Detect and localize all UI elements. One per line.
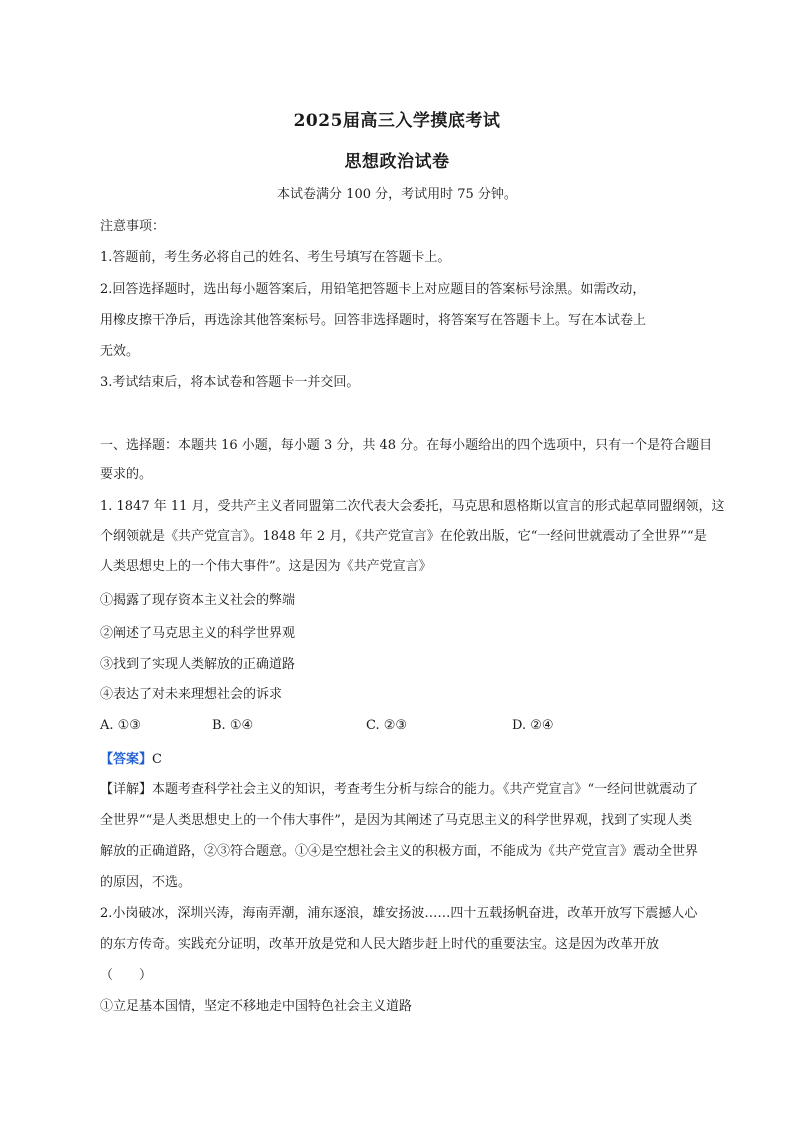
q2-blank: （ ） xyxy=(100,968,153,983)
q1-option-c: C. ②③ xyxy=(366,718,408,733)
q1-option-a: A. ①③ xyxy=(100,718,141,733)
exam-subject: 思想政治试卷 xyxy=(344,152,450,172)
answer-value: C xyxy=(152,752,162,767)
q2-stem-2: 的东方传奇。实践充分证明，改革开放是党和人民大踏步赶上时代的重要法宝。这是因为改革开放 xyxy=(100,937,660,952)
note-3: 3.考试结束后，将本试卷和答题卡一并交回。 xyxy=(100,375,360,390)
q1-detail-4: 的原因，不选。 xyxy=(100,875,192,890)
q1-detail-3: 解放的正确道路，②③符合题意。①④是空想社会主义的积极方面，不能成为《共产党宣言》震动全世界 xyxy=(100,844,699,859)
detail-tag: 【详解】 xyxy=(100,782,153,797)
q1-option-b: B. ①④ xyxy=(212,718,254,733)
q1-detail-1 xyxy=(100,781,698,799)
q1-statement-2: ②阐述了马克思主义的科学世界观 xyxy=(100,626,296,641)
q2-statement-1: ①立足基本国情，坚定不移地走中国特色社会主义道路 xyxy=(100,999,413,1014)
section-heading-line-2: 要求的。 xyxy=(100,467,153,482)
q1-statement-3: ③找到了实现人类解放的正确道路 xyxy=(100,657,296,672)
exam-info: 本试卷满分 100 分，考试用时 75 分钟。 xyxy=(277,187,517,202)
notes-heading: 注意事项： xyxy=(100,219,166,234)
exam-title: 2025届高三入学摸底考试 xyxy=(293,111,501,131)
q1-statement-1: ①揭露了现存资本主义社会的弊端 xyxy=(100,593,296,608)
q1-answer xyxy=(100,751,162,769)
q1-option-d: D. ②④ xyxy=(512,718,554,733)
q2-stem-1: 2.小岗破冰，深圳兴涛，海南弄潮，浦东逐浪，雄安扬波……四十五载扬帆奋进，改革开放写下震撼人心 xyxy=(100,906,698,921)
note-2-a: 2.回答选择题时，选出每小题答案后，用铅笔把答题卡上对应题目的答案标号涂黑。如需改动， xyxy=(100,282,646,297)
q1-stem-1: 1. 1847 年 11 月，受共产主义者同盟第二次代表大会委托，马克思和恩格斯以宣言的形式起草同盟纲领，这 xyxy=(100,499,725,514)
section-heading-line-1: 一、选择题：本题共 16 小题，每小题 3 分，共 48 分。在每小题给出的四个选项中，只有一个是符合题目 xyxy=(100,438,713,453)
q1-stem-3: 人类思想史上的一个伟大事件”。这是因为《共产党宣言》 xyxy=(100,559,432,574)
q1-statement-4: ④表达了对未来理想社会的诉求 xyxy=(100,687,283,702)
note-2-b: 用橡皮擦干净后，再选涂其他答案标号。回答非选择题时，将答案写在答题卡上。写在本试卷上 xyxy=(100,313,647,328)
answer-tag: 【答案】 xyxy=(100,752,153,767)
q1-detail-2: 全世界”“是人类思想史上的一个伟大事件”，是因为其阐述了马克思主义的科学世界观，找到了实现人类 xyxy=(100,813,692,828)
note-2-c: 无效。 xyxy=(100,344,140,359)
detail-text-1: 本题考查科学社会主义的知识，考查考生分析与综合的能力。《共产党宣言》“一经问世就震动了 xyxy=(152,782,699,797)
q1-stem-2: 个纲领就是《共产党宣言》。1848 年 2 月，《共产党宣言》在伦敦出版，它“一经问世就震动了全世界”“是 xyxy=(100,529,707,544)
note-1: 1.答题前，考生务必将自己的姓名、考生号填写在答题卡上。 xyxy=(100,250,451,265)
